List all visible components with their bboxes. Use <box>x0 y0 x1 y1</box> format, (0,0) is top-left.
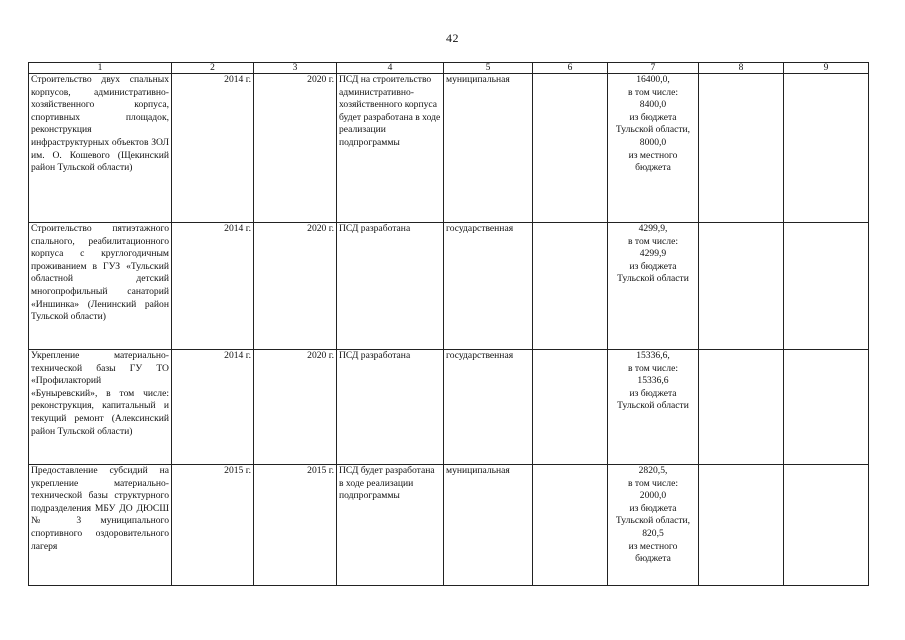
table-row <box>29 350 869 465</box>
funding-line: 4299,9, <box>638 223 668 234</box>
column-header-2: 2 <box>172 63 254 74</box>
funding-line: в том числе: <box>627 235 678 247</box>
funding-line: 16400,0, <box>636 74 670 85</box>
object-name-cell: Строительство двух спальных корпусов, административно-хозяйственного корпуса, спортивных площадок, реконструкция инфраструктурных объектов ЗОЛ им. О. Кошевого (Щекинский район Тульской области) <box>29 74 172 223</box>
table-row <box>29 223 869 350</box>
column-8-cell <box>699 74 784 223</box>
psd-status-cell: ПСД разработана <box>337 223 444 350</box>
funding-line: 820,5 <box>642 527 664 539</box>
start-year-cell: 2014 г. <box>172 74 254 223</box>
funding-line: из бюджета <box>629 111 677 123</box>
program-table <box>28 62 869 586</box>
ownership-cell: государственная <box>444 223 533 350</box>
column-6-cell <box>533 223 608 350</box>
column-header-9: 9 <box>784 63 869 74</box>
psd-status-cell: ПСД будет разработана в ходе реализации подпрограммы <box>337 465 444 586</box>
object-name-cell: Предоставление субсидий на укрепление материально-технической базы структурного подразделения МБУ ДО ДЮСШ № 3 муниципального спортивного оздоровительного лагеря <box>29 465 172 586</box>
funding-line: 4299,9 <box>639 248 667 260</box>
column-8-cell <box>699 223 784 350</box>
funding-line: 15336,6 <box>637 375 669 387</box>
funding-line: Тульской области, <box>615 124 691 136</box>
funding-line: в том числе: <box>627 362 678 374</box>
funding-line: Тульской области <box>617 273 689 285</box>
funding-line: 8400,0 <box>639 99 667 111</box>
column-9-cell <box>784 223 869 350</box>
funding-line: из местного <box>628 149 678 161</box>
ownership-cell: государственная <box>444 350 533 465</box>
column-6-cell <box>533 465 608 586</box>
funding-line: из бюджета <box>629 387 677 399</box>
column-header-5: 5 <box>444 63 533 74</box>
funding-cell <box>608 465 699 586</box>
header-row <box>29 63 869 74</box>
object-name-cell: Строительство пятиэтажного спального, реабилитационного корпуса с круглогодичным проживанием в ГУЗ «Тульский областной детский многопрофильный санаторий «Иншинка» (Ленинский район Тульской области) <box>29 223 172 350</box>
table-row <box>29 465 869 586</box>
psd-status-cell: ПСД на строительство административно-хозяйственного корпуса будет разработана в ходе реализации подпрограммы <box>337 74 444 223</box>
column-8-cell <box>699 350 784 465</box>
end-year-cell: 2020 г. <box>254 223 337 350</box>
column-header-8: 8 <box>699 63 784 74</box>
funding-line: в том числе: <box>627 477 678 489</box>
start-year-cell: 2014 г. <box>172 223 254 350</box>
page-number: 42 <box>446 31 459 45</box>
end-year-cell: 2020 г. <box>254 350 337 465</box>
funding-line: из бюджета <box>629 260 677 272</box>
column-9-cell <box>784 350 869 465</box>
funding-cell <box>608 74 699 223</box>
column-header-4: 4 <box>337 63 444 74</box>
column-9-cell <box>784 465 869 586</box>
funding-line: из бюджета <box>629 502 677 514</box>
funding-line: 2820,5, <box>638 465 668 476</box>
psd-status-cell: ПСД разработана <box>337 350 444 465</box>
start-year-cell: 2014 г. <box>172 350 254 465</box>
start-year-cell: 2015 г. <box>172 465 254 586</box>
funding-cell <box>608 223 699 350</box>
ownership-cell: муниципальная <box>444 74 533 223</box>
funding-line: 15336,6, <box>636 350 670 361</box>
funding-line: бюджета <box>635 553 671 565</box>
column-6-cell <box>533 350 608 465</box>
funding-line: из местного <box>628 540 678 552</box>
funding-cell <box>608 350 699 465</box>
funding-line: бюджета <box>635 162 671 174</box>
end-year-cell: 2020 г. <box>254 74 337 223</box>
funding-line: Тульской области, <box>615 515 691 527</box>
funding-line: 2000,0 <box>639 490 667 502</box>
column-8-cell <box>699 465 784 586</box>
ownership-cell: муниципальная <box>444 465 533 586</box>
column-header-1: 1 <box>29 63 172 74</box>
funding-line: Тульской области <box>617 400 689 412</box>
funding-line: в том числе: <box>627 86 678 98</box>
table-row <box>29 74 869 223</box>
column-header-6: 6 <box>533 63 608 74</box>
column-header-3: 3 <box>254 63 337 74</box>
column-9-cell <box>784 74 869 223</box>
column-6-cell <box>533 74 608 223</box>
funding-line: 8000,0 <box>639 136 667 148</box>
end-year-cell: 2015 г. <box>254 465 337 586</box>
column-header-7: 7 <box>608 63 699 74</box>
object-name-cell: Укрепление материально-технической базы ГУ ТО «Профилакторий «Бунырeвский», в том числе: реконструкция, капитальный и текущий ремонт (Алексинский район Тульской области) <box>29 350 172 465</box>
